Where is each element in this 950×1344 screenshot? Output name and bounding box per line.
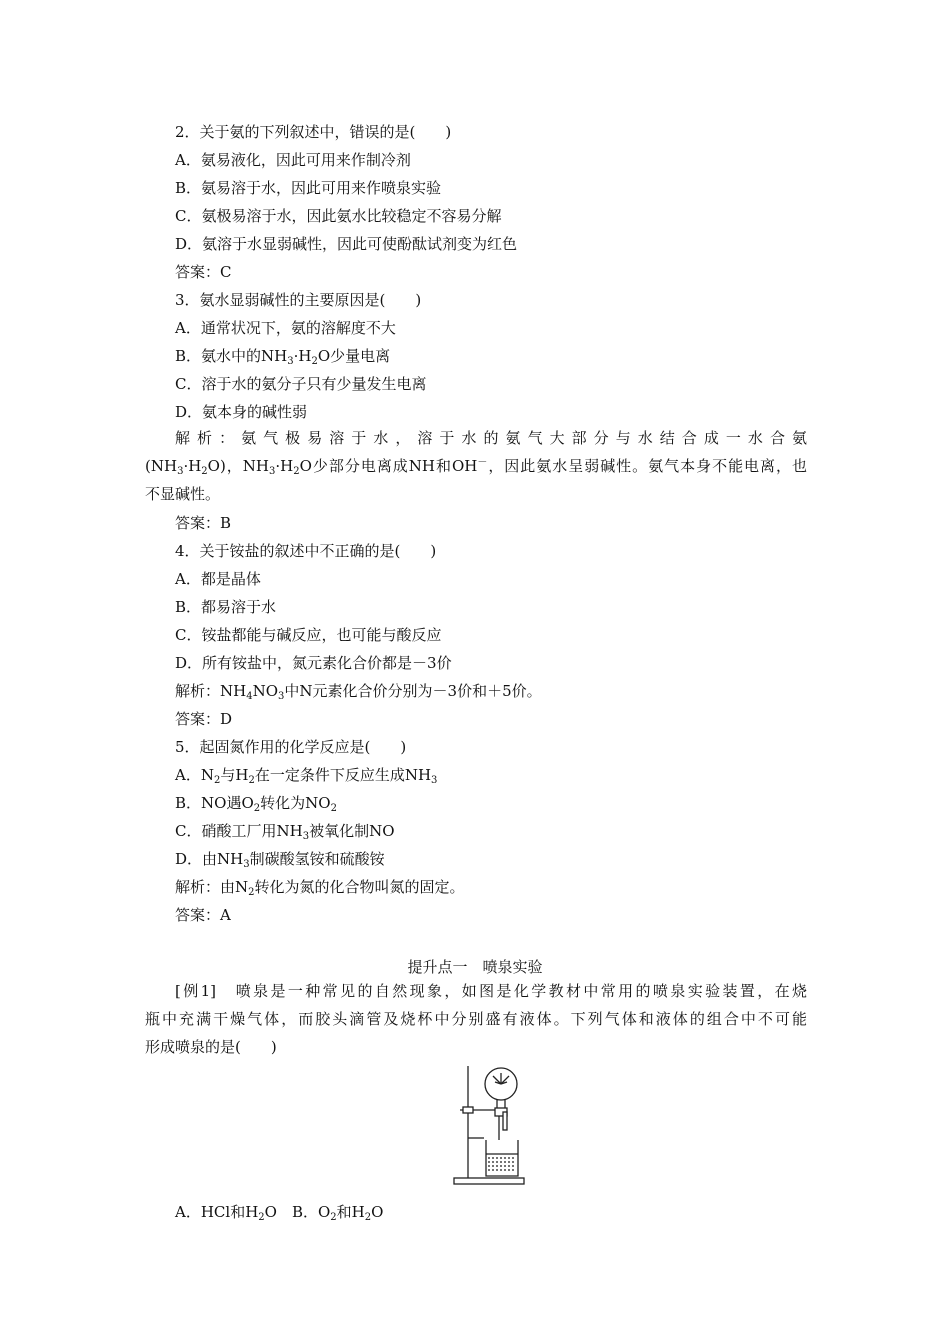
example-line2: 瓶中充满干燥气体，而胶头滴管及烧杯中分别盛有液体。下列气体和液体的组合中不可能 [145,1010,807,1028]
example-1 [145,977,807,1061]
fountain-apparatus-figure [448,1062,528,1192]
q3-option-c: C．溶于水的氨分子只有少量发生电离 [175,375,427,393]
q4-analysis: 解析：$NH_4NO_3$中N元素化合价分别为－3价和＋5价。 [175,682,542,702]
q5-answer: 答案：A [175,906,231,924]
q4-answer: 答案：D [175,710,233,728]
q4-stem: 4．关于铵盐的叙述中不正确的是( ) [175,542,437,560]
stand-base [454,1178,524,1184]
example-line1: [例1] 喷泉是一种常见的自然现象，如图是化学教材中常用的喷泉实验装置，在烧 [175,982,807,1000]
q3-option-b: B．氨水中的$NH_3\cdot H_2O$少量电离 [175,347,391,367]
q5-option-d: D．由$NH_3$制碳酸氢铵和硫酸铵 [175,850,385,870]
q3-option-d: D．氨本身的碱性弱 [175,403,308,421]
q5-option-b: B．NO遇$O_2$转化为$NO_2$ [175,794,337,814]
q3-option-a: A．通常状况下，氨的溶解度不大 [175,319,396,337]
q3-analysis-line3: 不显碱性。 [145,485,221,503]
q4-option-a: A．都是晶体 [175,570,261,588]
q5-stem: 5．起固氮作用的化学反应是( ) [175,738,407,756]
q4-option-d: D．所有铵盐中，氮元素化合价都是－3价 [175,654,452,672]
q2-answer: 答案：C [175,263,232,281]
q2-stem: 2．关于氨的下列叙述中，错误的是( ) [175,123,452,141]
dropper [503,1112,507,1130]
q3-analysis-line2: $(NH_3\cdot H_2O)$，$NH_3\cdot H_2O$少部分电离成NH和OH－，因此氨水呈弱碱性。氨气本身不能电离，也 [145,457,807,477]
q3-analysis [145,424,807,508]
q5-option-a: A．$N_2$与$H_2$在一定条件下反应生成$NH_3$ [175,766,438,786]
example-options: A．HCl和$H_2O$ B．$O_2$和$H_2O$ [175,1203,384,1223]
q2-option-d: D．氨溶于水显弱碱性，因此可使酚酞试剂变为红色 [175,235,518,253]
q3-answer: 答案：B [175,514,232,532]
q3-stem: 3．氨水显弱碱性的主要原因是( ) [175,291,422,309]
q5-analysis: 解析：由$N_2$转化为氮的化合物叫氮的固定。 [175,878,465,898]
q2-option-c: C．氨极易溶于水，因此氨水比较稳定不容易分解 [175,207,502,225]
q4-option-c: C．铵盐都能与碱反应，也可能与酸反应 [175,626,442,644]
section-title: 提升点一 喷泉实验 [407,958,543,976]
q5-option-c: C．硝酸工厂用$NH_3$被氧化制NO [175,822,395,842]
q2-option-b: B．氨易溶于水，因此可用来作喷泉实验 [175,179,442,197]
q3-analysis-line1: 解析：氨气极易溶于水，溶于水的氨气大部分与水结合成一水合氨 [175,429,807,447]
q4-option-b: B．都易溶于水 [175,598,277,616]
example-line3: 形成喷泉的是( ) [145,1038,277,1056]
q2-option-a: A．氨易液化，因此可用来作制冷剂 [175,151,411,169]
